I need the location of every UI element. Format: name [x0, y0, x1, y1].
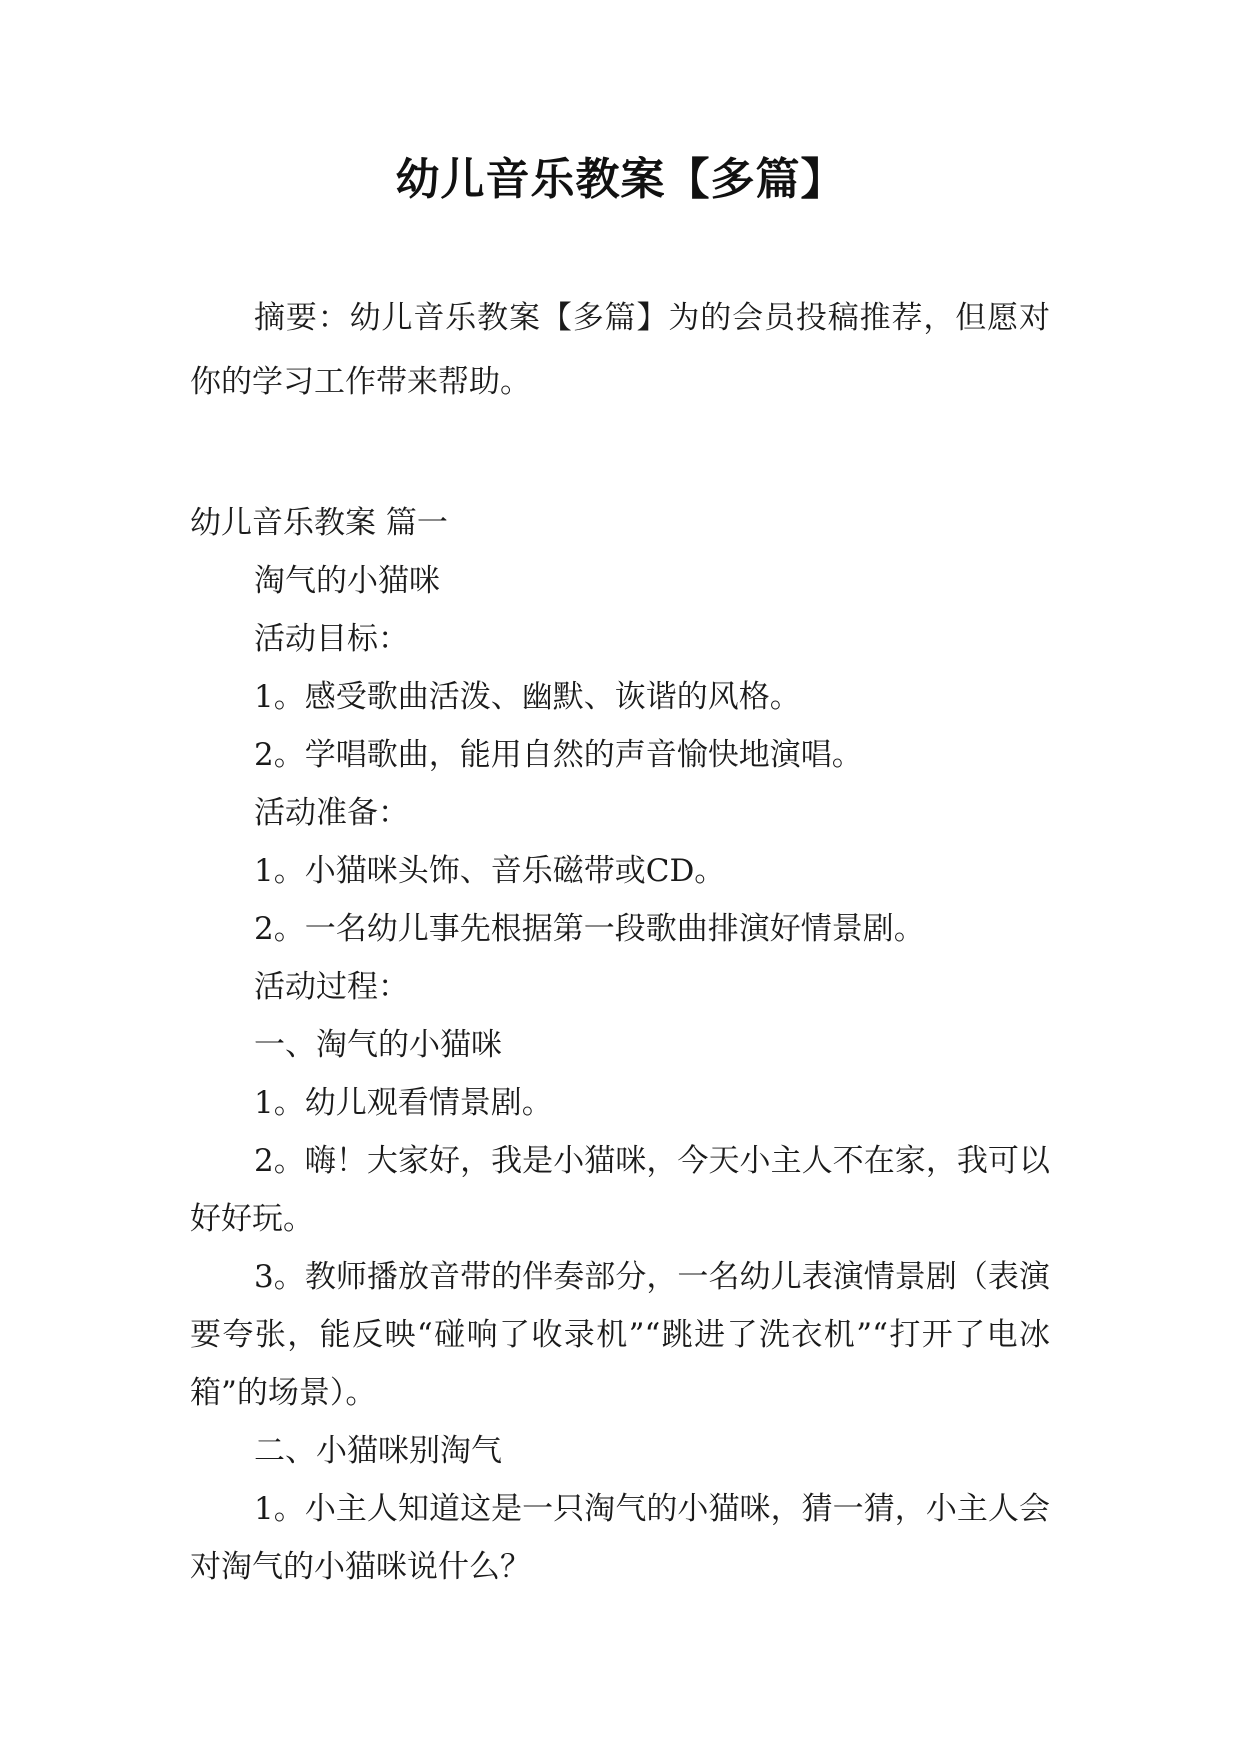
paragraph-part-2-heading: 二、小猫咪别淘气	[254, 1433, 502, 1469]
paragraph-part-1-step-3: 3。教师播放音带的伴奏部分，一名幼儿表演情景剧（表演要夸张，能反映“碰响了收录机”“跳进了洗衣机”“打开了电冰箱”的场景）。	[190, 1259, 1050, 1411]
paragraph-goal-1: 1。感受歌曲活泼、幽默、诙谐的风格。	[254, 679, 801, 715]
paragraph-goals-heading: 活动目标：	[254, 621, 409, 657]
paragraph-process-heading: 活动过程：	[254, 969, 409, 1005]
paragraph-part-1-step-1: 1。幼儿观看情景剧。	[254, 1085, 553, 1121]
paragraph-prep-heading: 活动准备：	[254, 795, 409, 831]
paragraph-prep-1: 1。小猫咪头饰、音乐磁带或CD。	[254, 853, 726, 889]
paragraph-prep-2: 2。一名幼儿事先根据第一段歌曲排演好情景剧。	[254, 911, 925, 947]
paragraph-lesson-title: 淘气的小猫咪	[254, 563, 440, 599]
section-heading: 幼儿音乐教案 篇一	[190, 505, 448, 541]
document-body	[190, 286, 1050, 1596]
abstract-paragraph: 摘要：幼儿音乐教案【多篇】为的会员投稿推荐，但愿对你的学习工作带来帮助。	[190, 300, 1050, 400]
spacer	[190, 414, 1050, 494]
paragraph-part-1-heading: 一、淘气的小猫咪	[254, 1027, 502, 1063]
paragraph-part-1-step-2: 2。嗨！大家好，我是小猫咪，今天小主人不在家，我可以好好玩。	[190, 1143, 1050, 1237]
paragraph-goal-2: 2。学唱歌曲，能用自然的声音愉快地演唱。	[254, 737, 863, 773]
document-title: 幼儿音乐教案【多篇】	[395, 154, 846, 205]
paragraph-part-2-step-1: 1。小主人知道这是一只淘气的小猫咪，猜一猜，小主人会对淘气的小猫咪说什么？	[190, 1491, 1050, 1585]
